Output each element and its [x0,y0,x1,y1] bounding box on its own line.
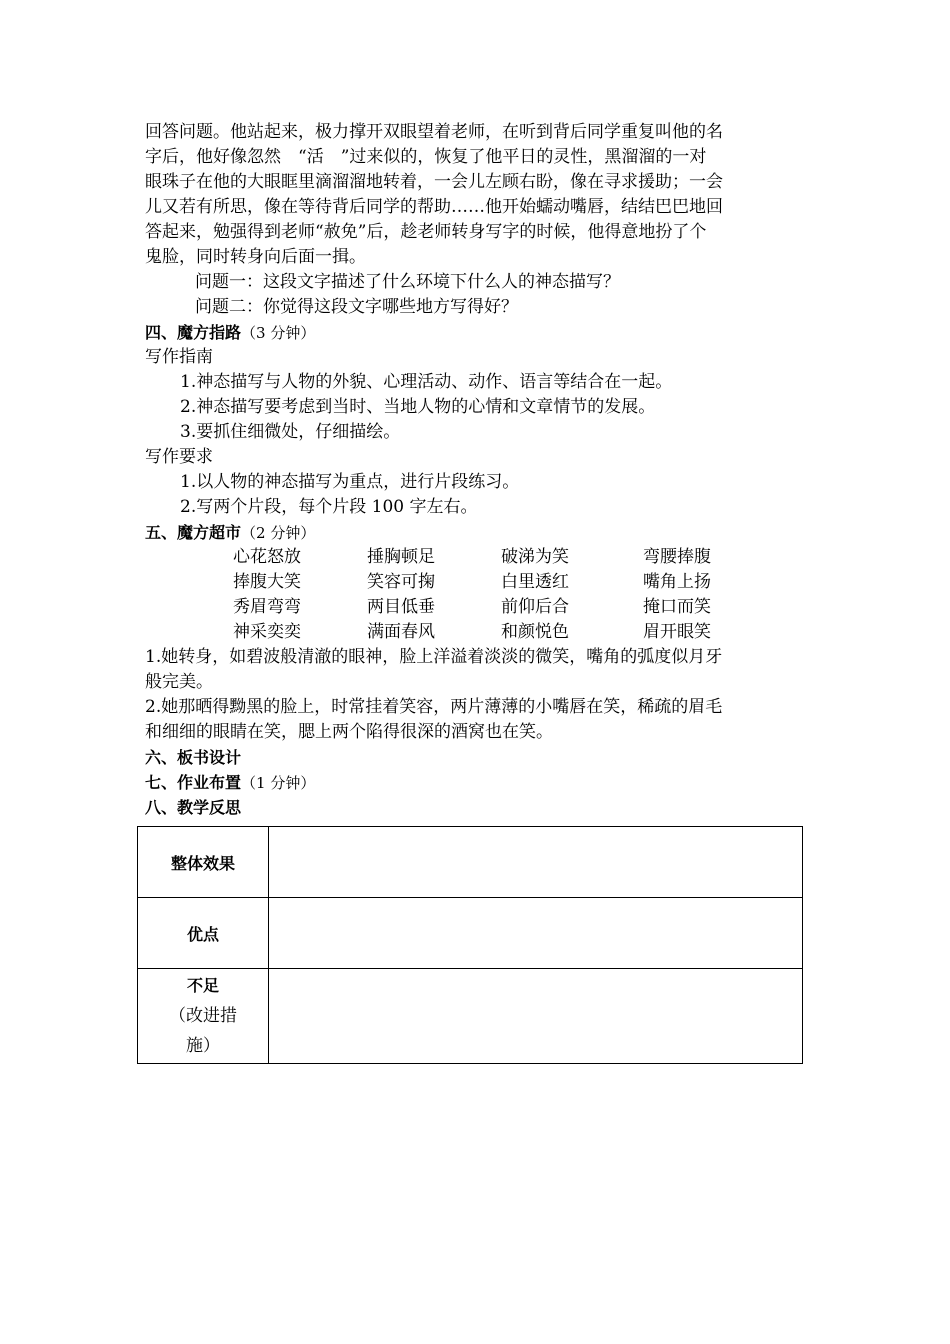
row-value-cell[interactable] [269,898,803,969]
passage-line: 答起来，勉强得到老师“赦免”后，趁老师转身写字的时候，他得意地扮了个 [145,222,707,242]
row-label: 整体效果 [138,827,269,898]
passage-line: 鬼脸，同时转身向后面一揖。 [145,247,366,267]
table-row [138,969,803,1064]
passage-line: 回答问题。他站起来，极力撑开双眼望着老师，在听到背后同学重复叫他的名 [145,122,723,142]
row-value-cell[interactable] [269,827,803,898]
section-4-heading [145,320,805,345]
passage-line: 字后，他好像忽然 “活 ”过来似的，恢复了他平日的灵性，黑溜溜的一对 [145,147,707,167]
vocab-word: 嘴角上扬 [643,572,711,592]
section-5-heading [145,520,805,545]
document-body [145,120,805,820]
section-7-time: （1 分钟） [241,774,316,792]
vocab-word: 捧腹大笑 [233,572,301,592]
row-label: 优点 [138,898,269,969]
section-4-title: 四、魔方指路 [145,323,242,342]
section-8-heading [145,795,805,820]
row-label-note: （改进措 [169,1006,237,1026]
vocab-word: 心花怒放 [233,547,301,567]
requirement-item: 2.写两个片段，每个片段 100 字左右。 [180,497,478,517]
vocab-word: 神采奕奕 [233,622,301,642]
section-5-time: （2 分钟） [241,524,316,542]
guide-item: 2.神态描写要考虑到当时、当地人物的心情和文章情节的发展。 [180,397,656,417]
vocabulary-grid [145,545,805,645]
section-6-title: 六、板书设计 [145,748,242,767]
guide-item: 3.要抓住细微处，仔细描绘。 [180,422,401,442]
question-1: 问题一：这段文字描述了什么环境下什么人的神态描写？ [195,272,620,292]
vocab-word: 前仰后合 [501,597,569,617]
requirement-title: 写作要求 [145,447,213,467]
vocab-word: 秀眉弯弯 [233,597,301,617]
guide-title: 写作指南 [145,347,213,367]
table-row [138,827,803,898]
section-8-title: 八、教学反思 [145,798,242,817]
row-value-cell[interactable] [269,969,803,1064]
vocab-word: 掩口而笑 [643,597,711,617]
vocab-word: 眉开眼笑 [643,622,711,642]
section-5-title: 五、魔方超市 [145,523,242,542]
vocab-word: 破涕为笑 [501,547,569,567]
example-2-line: 和细细的眼睛在笑，腮上两个陷得很深的酒窝也在笑。 [145,722,553,742]
section-6-heading [145,745,805,770]
vocab-word: 捶胸顿足 [367,547,435,567]
row-label-multi [138,969,269,1064]
question-2: 问题二：你觉得这段文字哪些地方写得好？ [195,297,518,317]
example-1-line: 1.她转身，如碧波般清澈的眼神，脸上洋溢着淡淡的微笑，嘴角的弧度似月牙 [145,647,723,667]
table-row [138,898,803,969]
guide-item: 1.神态描写与人物的外貌、心理活动、动作、语言等结合在一起。 [180,372,673,392]
example-1-line: 般完美。 [145,672,213,692]
row-label-note: 施） [186,1036,220,1056]
vocab-word: 弯腰捧腹 [643,547,711,567]
vocab-word: 白里透红 [501,572,569,592]
passage-line: 儿又若有所思，像在等待背后同学的帮助……他开始蠕动嘴唇，结结巴巴地回 [145,197,723,217]
vocab-word: 两目低垂 [367,597,435,617]
vocab-word: 和颜悦色 [501,622,569,642]
vocab-word: 笑容可掬 [367,572,435,592]
section-7-heading [145,770,805,795]
passage-line: 眼珠子在他的大眼眶里滴溜溜地转着，一会儿左顾右盼，像在寻求援助；一会 [145,172,723,192]
example-2-line: 2.她那晒得黝黑的脸上，时常挂着笑容，两片薄薄的小嘴唇在笑，稀疏的眉毛 [145,697,723,717]
requirement-item: 1.以人物的神态描写为重点，进行片段练习。 [180,472,520,492]
vocab-word: 满面春风 [367,622,435,642]
section-4-time: （3 分钟） [241,324,316,342]
passage [145,120,805,320]
reflection-table [137,826,803,1064]
section-7-title: 七、作业布置 [145,773,242,792]
row-label: 不足 [186,976,219,995]
